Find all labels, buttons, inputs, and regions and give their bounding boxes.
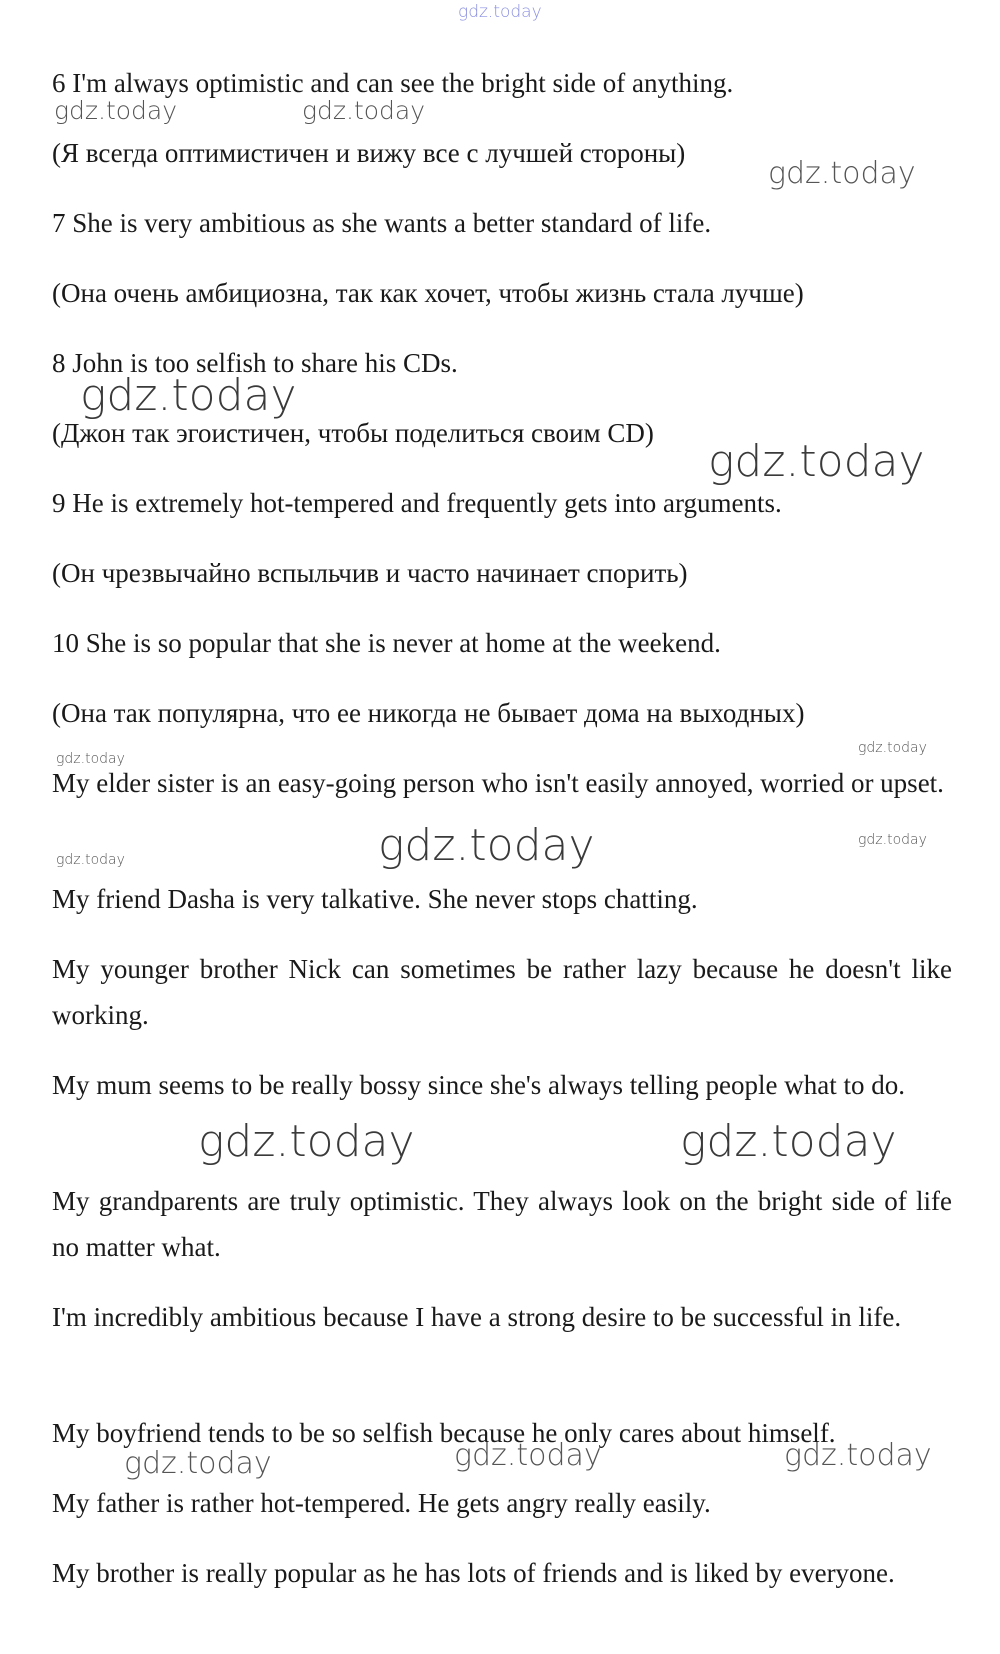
watermark: gdz.today [124,1446,272,1481]
watermark: gdz.today [378,820,595,871]
watermark: gdz.today [56,751,125,767]
watermark: gdz.today [80,370,297,421]
watermark: gdz.today [454,1438,602,1473]
item-7-en: 7 She is very ambitious as she wants a better standard of life. [52,208,712,238]
watermark: gdz.today [54,96,178,125]
watermark: gdz.today [198,1116,415,1167]
item-6-en: 6 I'm always optimistic and can see the bright side of anything. [52,68,734,98]
sentence-father: My father is rather hot-tempered. He gets angry really easily. [52,1488,711,1518]
sentence-boyfriend: My boyfriend tends to be so selfish because he only cares about himself. [52,1418,836,1448]
watermark: gdz.today [56,852,125,868]
item-7-ru: (Она очень амбициозна, так как хочет, чтобы жизнь стала лучше) [52,278,804,308]
watermark: gdz.today [858,740,927,756]
sentence-friend-dasha: My friend Dasha is very talkative. She never stops chatting. [52,884,698,914]
sentence-younger-brother: My younger brother Nick can sometimes be rather lazy because he doesn't like working. [52,954,952,1030]
item-8-en: 8 John is too selfish to share his CDs. [52,348,458,378]
item-9-ru: (Он чрезвычайно вспыльчив и часто начинает спорить) [52,558,688,588]
sentence-brother: My brother is really popular as he has lots of friends and is liked by everyone. [52,1558,895,1588]
sentence-grandparents: My grandparents are truly optimistic. They always look on the bright side of life no matter what. [52,1186,952,1262]
item-6-ru: (Я всегда оптимистичен и вижу все с лучшей стороны) [52,138,686,168]
item-10-en: 10 She is so popular that she is never at home at the weekend. [52,628,721,658]
sentence-mum: My mum seems to be really bossy since she's always telling people what to do. [52,1070,905,1100]
watermark: gdz.today [858,832,927,848]
watermark: gdz.today [784,1438,932,1473]
watermark-top: gdz.today [458,2,542,22]
sentence-elder-sister: My elder sister is an easy-going person who isn't easily annoyed, worried or upset. [52,768,944,798]
sentence-ambitious: I'm incredibly ambitious because I have a strong desire to be successful in life. [52,1302,902,1332]
watermark: gdz.today [708,436,925,487]
watermark: gdz.today [680,1116,897,1167]
watermark: gdz.today [302,96,426,125]
watermark: gdz.today [768,156,916,191]
item-9-en: 9 He is extremely hot-tempered and frequently gets into arguments. [52,488,782,518]
item-8-ru: (Джон так эгоистичен, чтобы поделиться своим CD) [52,418,654,448]
item-10-ru: (Она так популярна, что ее никогда не бывает дома на выходных) [52,698,805,728]
